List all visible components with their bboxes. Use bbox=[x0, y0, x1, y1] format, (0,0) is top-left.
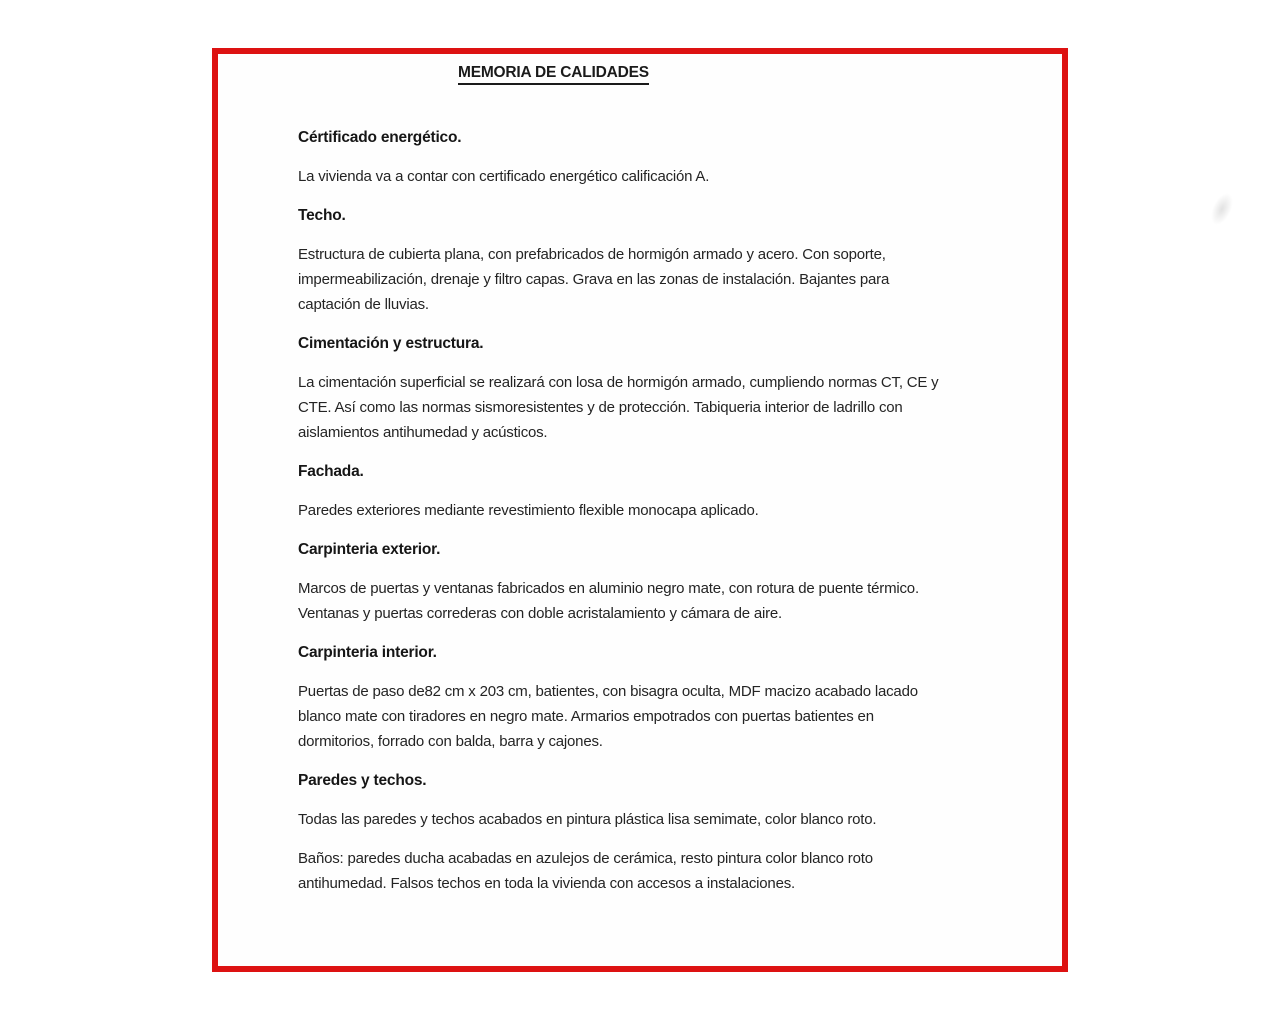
section-paragraph: Baños: paredes ducha acabadas en azulejos de cerámica, resto pintura color blanco roto antihumedad. Falsos techos en toda la vivienda con accesos a instalaciones. bbox=[298, 850, 873, 892]
section-paragraph: Estructura de cubierta plana, con prefabricados de hormigón armado y acero. Con soporte, impermeabilización, drenaje y filtro capas. Grava en las zonas de instalación. Bajantes para captación de lluvias. bbox=[298, 246, 890, 313]
section-paragraph: Todas las paredes y techos acabados en pintura plástica lisa semimate, color blanco roto. bbox=[298, 811, 877, 828]
document-section bbox=[298, 768, 948, 896]
document-section bbox=[298, 537, 948, 626]
document-section bbox=[298, 459, 948, 523]
section-heading: Cértificado energético. bbox=[298, 129, 462, 146]
section-paragraph: La vivienda va a contar con certificado energético calificación A. bbox=[298, 168, 710, 185]
document-title: MEMORIA DE CALIDADES bbox=[458, 62, 649, 85]
section-heading: Carpinteria exterior. bbox=[298, 541, 441, 558]
section-heading: Cimentación y estructura. bbox=[298, 335, 484, 352]
section-paragraph: Marcos de puertas y ventanas fabricados en aluminio negro mate, con rotura de puente térmico. Ventanas y puertas correderas con doble acristalamiento y cámara de aire. bbox=[298, 580, 919, 622]
scan-smudge-artifact bbox=[1207, 190, 1238, 228]
document-section bbox=[298, 203, 948, 317]
document-content bbox=[218, 54, 1062, 966]
document-section bbox=[298, 640, 948, 754]
section-heading: Carpinteria interior. bbox=[298, 644, 437, 661]
section-heading: Paredes y techos. bbox=[298, 772, 427, 789]
document-section bbox=[298, 331, 948, 445]
section-heading: Techo. bbox=[298, 207, 346, 224]
section-paragraph: Paredes exteriores mediante revestimiento flexible monocapa aplicado. bbox=[298, 502, 759, 519]
sections bbox=[298, 125, 948, 896]
section-paragraph: Puertas de paso de82 cm x 203 cm, batientes, con bisagra oculta, MDF macizo acabado lacado blanco mate con tiradores en negro mate. Armarios empotrados con puertas batientes en dormitorios, forrado con balda, barra y cajones. bbox=[298, 683, 918, 750]
document-section bbox=[298, 125, 948, 189]
section-heading: Fachada. bbox=[298, 463, 364, 480]
section-paragraph: La cimentación superficial se realizará con losa de hormigón armado, cumpliendo normas CT, CE y CTE. Así como las normas sismoresistentes y de protección. Tabiqueria interior de ladrillo con aislamientos antihumedad y acústicos. bbox=[298, 374, 939, 441]
document-page bbox=[212, 48, 1068, 972]
